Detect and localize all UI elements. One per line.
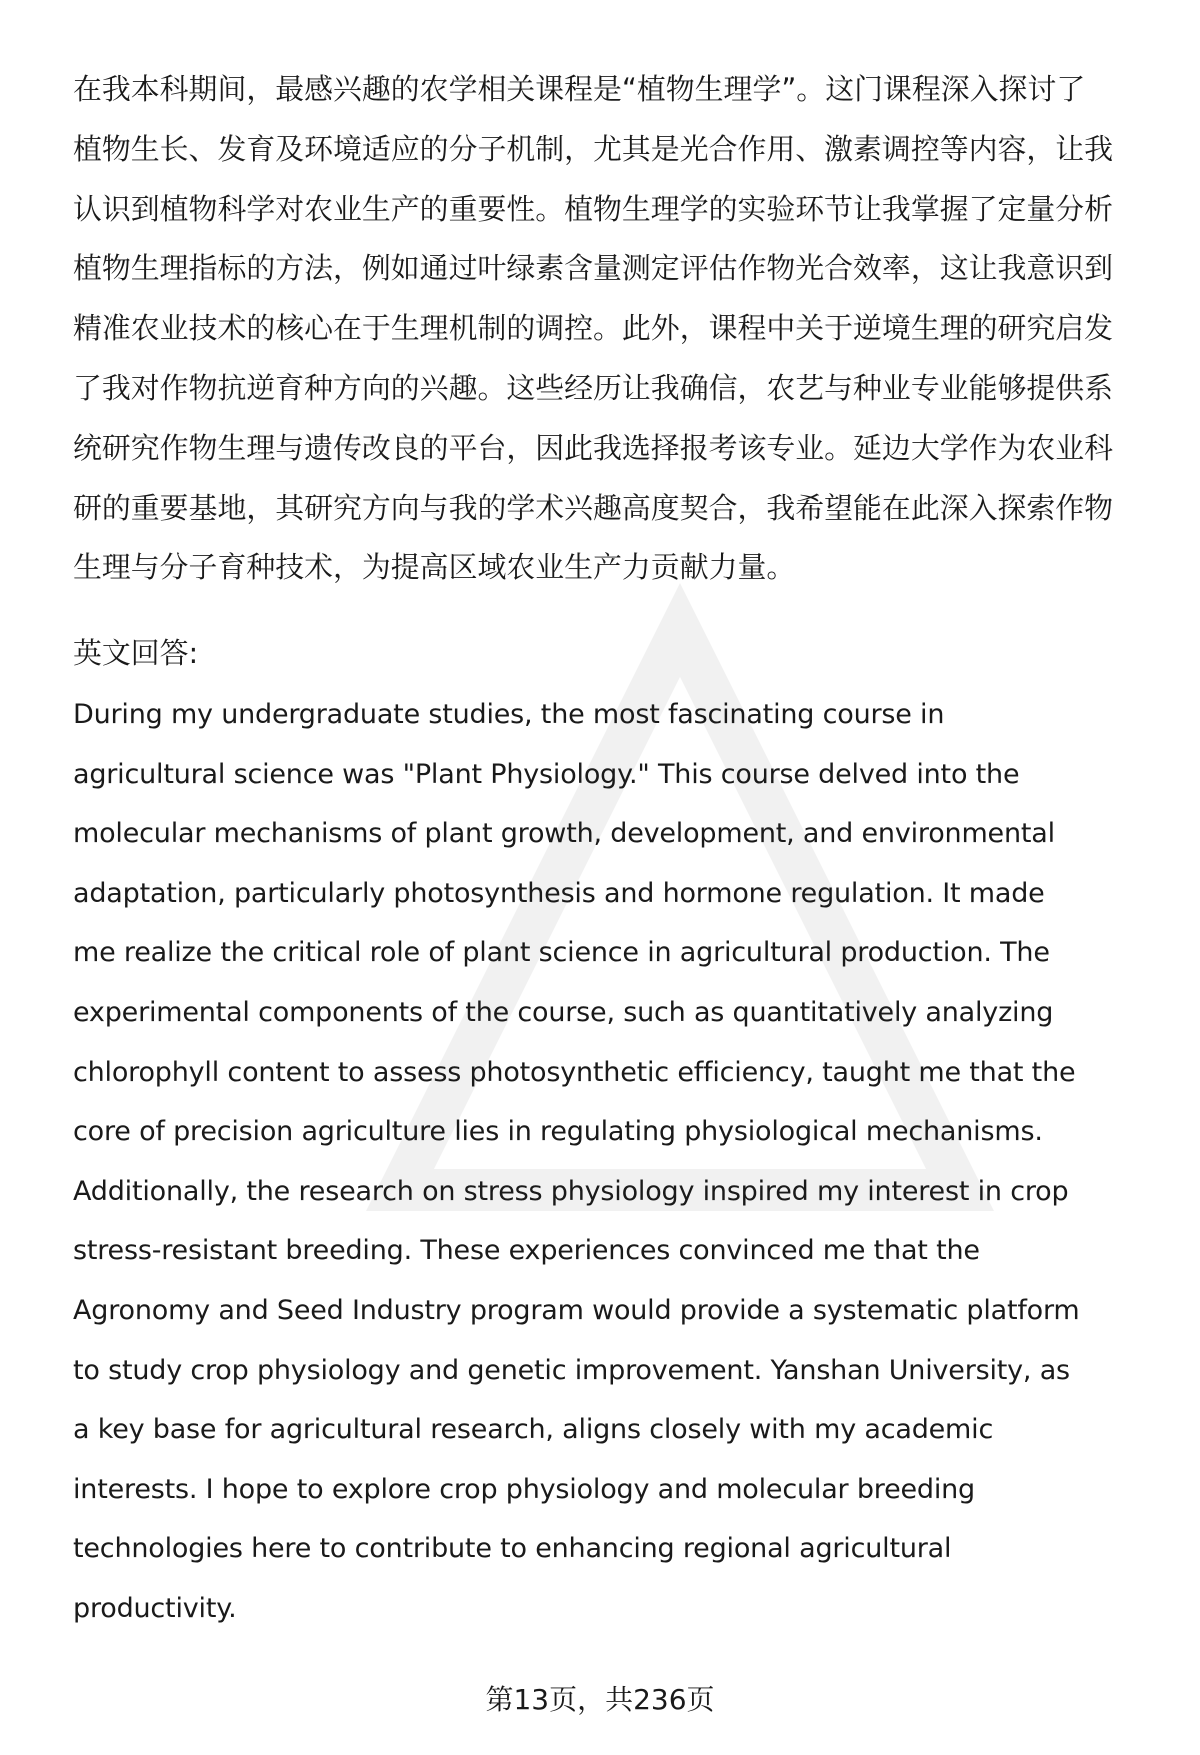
text-line: a key base for agricultural research, aligns closely with my academic <box>73 1414 994 1446</box>
text-line: 植物生理指标的方法，例如通过叶绿素含量测定评估作物光合效率，这让我意识到 <box>73 251 1114 286</box>
english-answer-heading: 英文回答: <box>73 636 199 670</box>
text-line: 认识到植物科学对农业生产的重要性。植物生理学的实验环节让我掌握了定量分析 <box>73 191 1114 226</box>
text-line: During my undergraduate studies, the most fascinating course in <box>73 699 945 730</box>
text-line: core of precision agriculture lies in regulating physiological mechanisms. <box>73 1116 1043 1148</box>
text-line: 统研究作物生理与遗传改良的平台，因此我选择报考该专业。延边大学作为农业科 <box>73 430 1114 465</box>
text-line: 植物生长、发育及环境适应的分子机制，尤其是光合作用、激素调控等内容，让我 <box>73 131 1114 166</box>
text-line: experimental components of the course, such as quantitatively analyzing <box>73 997 1054 1028</box>
text-line: 了我对作物抗逆育种方向的兴趣。这些经历让我确信，农艺与种业专业能够提供系 <box>73 371 1114 405</box>
text-line: me realize the critical role of plant science in agricultural production. The <box>73 937 1050 969</box>
page-number-footer: 第13页，共236页 <box>485 1683 715 1716</box>
text-line: productivity. <box>73 1593 237 1624</box>
text-line: chlorophyll content to assess photosynthetic efficiency, taught me that the <box>73 1056 1076 1088</box>
text-line: stress-resistant breeding. These experiences convinced me that the <box>73 1235 980 1267</box>
text-line: to study crop physiology and genetic improvement. Yanshan University, as <box>73 1354 1070 1386</box>
text-line: 精准农业技术的核心在于生理机制的调控。此外，课程中关于逆境生理的研究启发 <box>73 311 1114 346</box>
text-line: molecular mechanisms of plant growth, development, and environmental <box>73 818 1055 850</box>
text-line: 生理与分子育种技术，为提高区域农业生产力贡献力量。 <box>73 550 796 585</box>
text-line: 研的重要基地，其研究方向与我的学术兴趣高度契合，我希望能在此深入探索作物 <box>73 490 1114 525</box>
text-line: Agronomy and Seed Industry program would provide a systematic platform <box>73 1295 1080 1326</box>
text-line: Additionally, the research on stress physiology inspired my interest in crop <box>73 1175 1069 1207</box>
text-line: adaptation, particularly photosynthesis and hormone regulation. It made <box>73 877 1045 909</box>
text-line: agricultural science was "Plant Physiology." This course delved into the <box>73 758 1020 790</box>
text-line: interests. I hope to explore crop physiology and molecular breeding <box>73 1473 975 1505</box>
text-line: technologies here to contribute to enhancing regional agricultural <box>73 1533 952 1565</box>
text-line: 在我本科期间，最感兴趣的农学相关课程是“植物生理学”。这门课程深入探讨了 <box>73 72 1086 106</box>
